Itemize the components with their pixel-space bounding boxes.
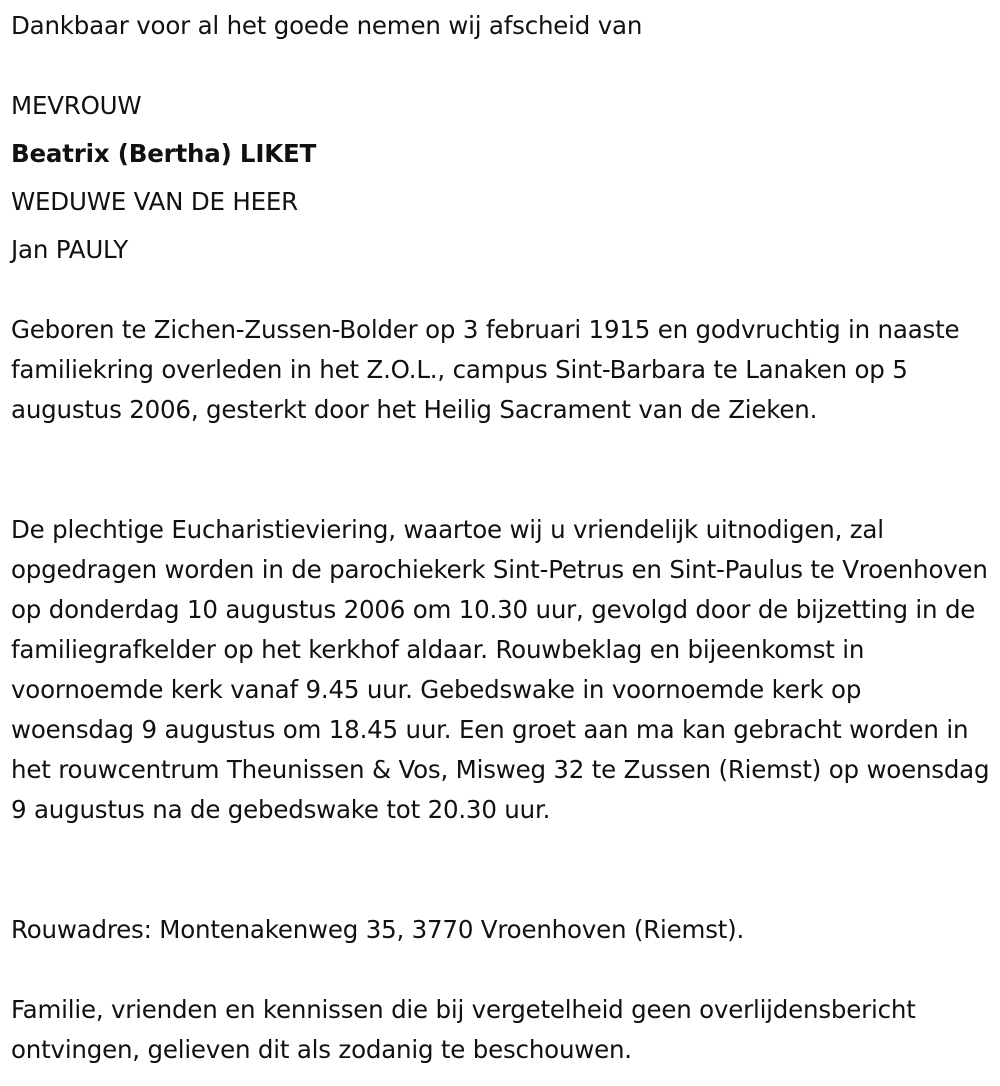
mourning-address: Rouwadres: Montenakenweg 35, 3770 Vroenhoven (Riemst).	[11, 915, 745, 944]
deceased-name: Beatrix (Bertha) LIKET	[11, 139, 317, 168]
ceremony-paragraph: De plechtige Eucharistieviering, waartoe wij u vriendelijk uitnodigen, zal opgedragen worden in de parochiekerk Sint-Petrus en Sint-Paulus te Vroenhoven op donderdag 10 augustus 2006 om 10.30 uur, gevolgd door de bijzetting in de familiegrafkelder op het kerkhof aldaar. Rouwbeklag en bijeenkomst in voornoemde kerk vanaf 9.45 uur. Gebedswake in voornoemde kerk op woensdag 9 augustus om 18.45 uur. Een groet aan ma kan gebracht worden in het rouwcentrum Theunissen & Vos, Misweg 32 te Zussen (Riemst) op woensdag 9 augustus na de gebedswake tot 20.30 uur.	[11, 515, 990, 824]
spouse-name: Jan PAULY	[11, 235, 129, 264]
title-line: MEVROUW	[11, 91, 142, 120]
intro-line: Dankbaar voor al het goede nemen wij afscheid van	[11, 11, 643, 40]
closing-paragraph: Familie, vrienden en kennissen die bij vergetelheid geen overlijdensbericht ontvingen, gelieven dit als zodanig te beschouwen.	[11, 995, 916, 1064]
relation-line: WEDUWE VAN DE HEER	[11, 187, 299, 216]
birth-death-paragraph: Geboren te Zichen-Zussen-Bolder op 3 februari 1915 en godvruchtig in naaste familiekring overleden in het Z.O.L., campus Sint-Barbara te Lanaken op 5 augustus 2006, gesterkt door het Heilig Sacrament van de Zieken.	[11, 315, 960, 424]
